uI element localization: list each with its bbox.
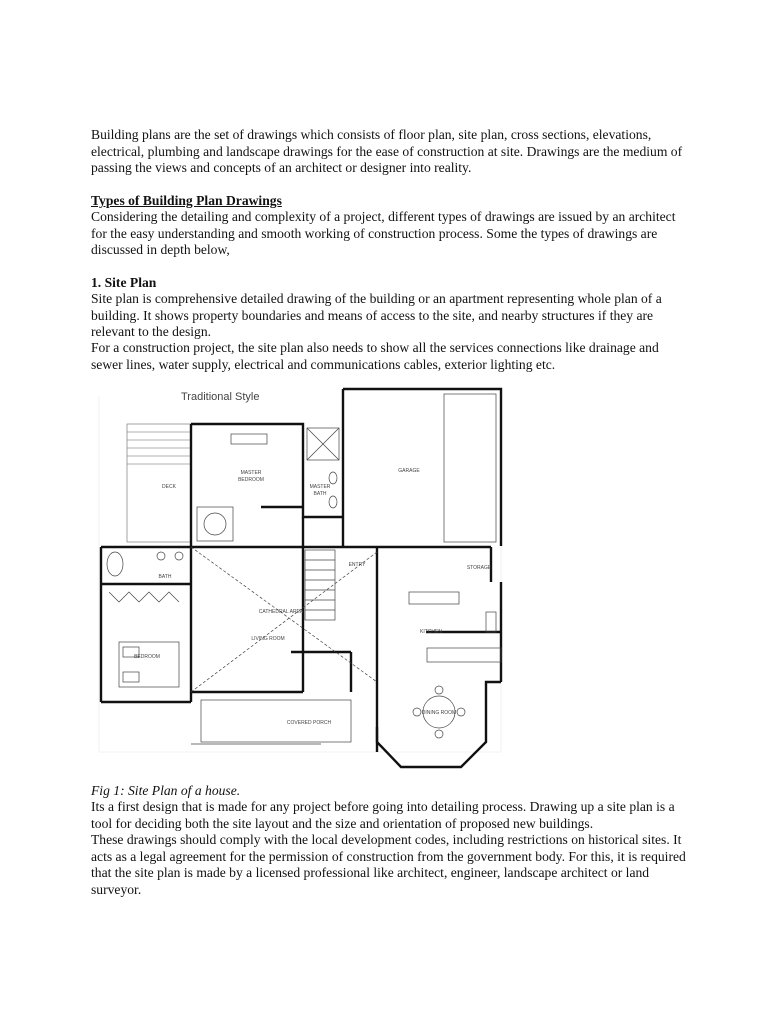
label-master-bath-1: MASTER	[309, 484, 331, 490]
intro-paragraph: Building plans are the set of drawings which consists of floor plan, site plan, cross sections, elevations, electrical, plumbing and landscape drawings for the ease of construction at site. Drawings are the medium of passing the views and concepts of an architect or designer into reality.	[91, 127, 683, 175]
label-porch: COVERED PORCH	[286, 720, 332, 726]
label-master-bath-2: BATH	[313, 491, 327, 497]
label-deck: DECK	[162, 484, 176, 490]
label-bath: BATH	[158, 574, 172, 580]
label-storage: STORAGE	[466, 565, 492, 571]
site-plan-paragraph-1: Site plan is comprehensive detailed drawing of the building or an apartment representing whole plan of a building. It shows property boundaries and means of access to the site, and nearby structures if they are relevant to the design.	[91, 291, 662, 339]
label-living: LIVING ROOM	[251, 636, 285, 642]
label-cathedral: CATHEDRAL AREA	[258, 609, 304, 615]
plan-title: Traditional Style	[181, 391, 260, 403]
label-garage: GARAGE	[398, 468, 420, 474]
after-paragraph-2: These drawings should comply with the local development codes, including restrictions on historical sites. It acts as a legal agreement for the permission of construction from the government body. For this, it is required that the site plan is made by a licensed professional like architect, engineer, landscape architect or land surveyor.	[91, 832, 686, 897]
floor-plan-figure	[91, 382, 509, 775]
types-heading: Types of Building Plan Drawings	[91, 193, 282, 208]
figure-caption: Fig 1: Site Plan of a house.	[91, 783, 241, 798]
label-dining: DINING ROOM	[421, 710, 457, 716]
label-bedroom: BEDROOM	[134, 654, 160, 660]
label-entry: ENTRY	[348, 562, 366, 568]
site-plan-heading: 1. Site Plan	[91, 275, 157, 290]
label-kitchen: KITCHEN	[420, 629, 442, 635]
label-master-bedroom-2: BEDROOM	[238, 477, 264, 483]
types-paragraph: Considering the detailing and complexity of a project, different types of drawings are issued by an architect for the easy understanding and smooth working of construction process. Some the types of drawings are discussed in depth below,	[91, 209, 676, 257]
site-plan-paragraph-2: For a construction project, the site plan also needs to show all the services connections like drainage and sewer lines, water supply, electrical and communications cables, exterior lighting etc.	[91, 340, 659, 372]
after-paragraph-1: Its a first design that is made for any project before going into detailing process. Drawing up a site plan is a tool for deciding both the site layout and the size and orientation of proposed new buildings.	[91, 799, 675, 831]
label-master-bedroom-1: MASTER	[240, 470, 262, 476]
